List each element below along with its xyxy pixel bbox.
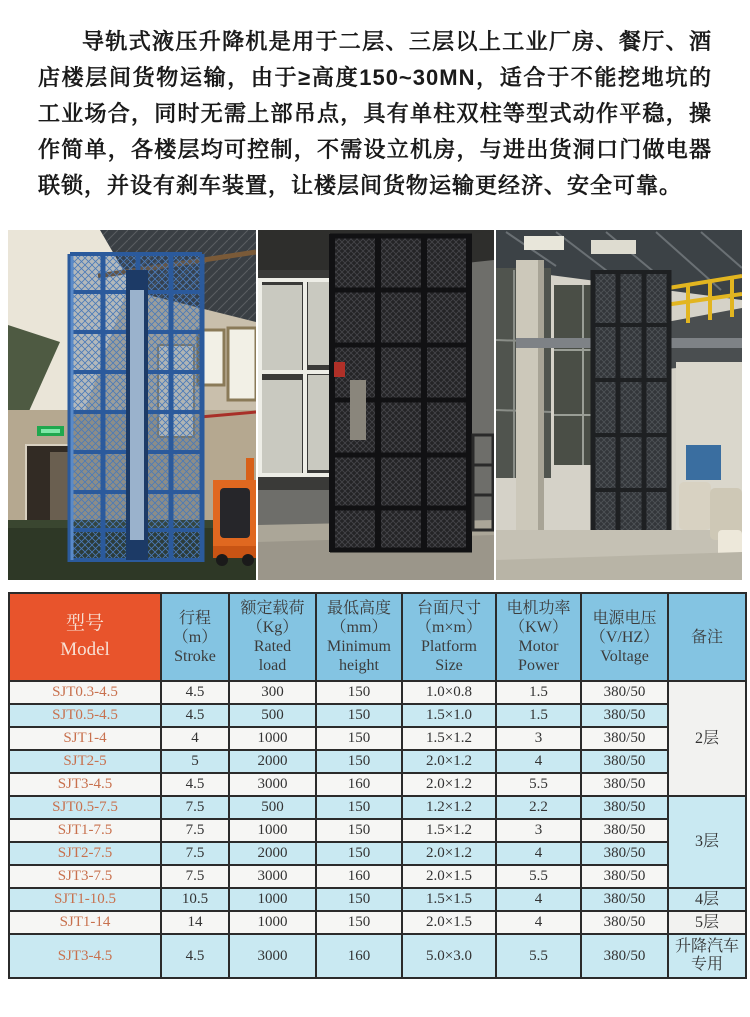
spec-cell-motor-power: 4 [496,888,581,911]
spec-cell-motor-power: 4 [496,750,581,773]
spec-cell-platform-size: 5.0×3.0 [402,934,496,978]
spec-row-SJT3-4.5 [9,934,746,978]
spec-table-header [9,593,746,681]
product-page [0,24,750,979]
spec-cell-voltage: 380/50 [581,842,668,865]
model-cell: SJT0.3-4.5 [9,681,161,704]
spec-row-SJT0.3-4.5 [9,681,746,704]
spec-cell-platform-size: 1.5×1.2 [402,727,496,750]
spec-cell-motor-power: 1.5 [496,704,581,727]
spec-cell-voltage: 380/50 [581,681,668,704]
col-header-platform-size: 台面尺寸 （m×m） Platform Size [402,593,496,681]
spec-cell-platform-size: 2.0×1.2 [402,842,496,865]
spec-cell-voltage: 380/50 [581,727,668,750]
spec-cell-stroke: 10.5 [161,888,229,911]
model-cell: SJT2-5 [9,750,161,773]
spec-cell-platform-size: 1.5×1.2 [402,819,496,842]
product-description: 导轨式液压升降机是用于二层、三层以上工业厂房、餐厅、酒店楼层间货物运输，由于≥高度150~30MN，适合于不能挖地坑的工业场合，同时无需上部吊点，具有单柱双柱等型式动作平稳，操作简单，各楼层均可控制，不需设立机房，与进出货洞口门做电器联锁，并设有刹车装置，让楼层间货物运输更经济、安全可靠。 [38,29,712,198]
spec-cell-rated-load: 1000 [229,888,316,911]
col-header-min-height: 最低高度 （mm） Minimum height [316,593,402,681]
spec-cell-rated-load: 2000 [229,842,316,865]
spec-cell-stroke: 4.5 [161,934,229,978]
model-cell: SJT0.5-7.5 [9,796,161,819]
model-cell: SJT3-4.5 [9,773,161,796]
spec-cell-rated-load: 1000 [229,727,316,750]
spec-cell-stroke: 7.5 [161,796,229,819]
product-photos [8,230,742,580]
col-header-motor-power: 电机功率 （KW） Motor Power [496,593,581,681]
spec-cell-rated-load: 3000 [229,865,316,888]
spec-cell-platform-size: 2.0×1.2 [402,773,496,796]
spec-cell-motor-power: 1.5 [496,681,581,704]
spec-row-SJT1-4 [9,727,746,750]
col-header-remark: 备注 [668,593,746,681]
spec-cell-min-height: 150 [316,911,402,934]
spec-cell-platform-size: 2.0×1.2 [402,750,496,773]
model-cell: SJT3-4.5 [9,934,161,978]
spec-cell-stroke: 5 [161,750,229,773]
spec-cell-stroke: 7.5 [161,842,229,865]
spec-cell-min-height: 150 [316,727,402,750]
spec-cell-motor-power: 5.5 [496,773,581,796]
model-cell: SJT1-7.5 [9,819,161,842]
spec-row-SJT2-5 [9,750,746,773]
spec-cell-rated-load: 3000 [229,934,316,978]
model-cell: SJT3-7.5 [9,865,161,888]
spec-row-SJT2-7.5 [9,842,746,865]
photo-black-guide-rail-lift-factory-mezzanine [496,230,742,580]
spec-cell-motor-power: 2.2 [496,796,581,819]
spec-cell-min-height: 160 [316,865,402,888]
col-header-voltage: 电源电压 （V/HZ） Voltage [581,593,668,681]
remark-cell: 3层 [668,796,746,888]
spec-cell-voltage: 380/50 [581,819,668,842]
spec-cell-stroke: 4.5 [161,773,229,796]
model-cell: SJT1-14 [9,911,161,934]
spec-cell-min-height: 150 [316,681,402,704]
spec-cell-motor-power: 4 [496,842,581,865]
spec-cell-platform-size: 1.2×1.2 [402,796,496,819]
spec-cell-platform-size: 1.0×0.8 [402,681,496,704]
spec-cell-min-height: 160 [316,934,402,978]
model-cell: SJT1-4 [9,727,161,750]
spec-cell-motor-power: 5.5 [496,865,581,888]
spec-row-SJT1-10.5 [9,888,746,911]
spec-cell-rated-load: 1000 [229,911,316,934]
model-cell: SJT2-7.5 [9,842,161,865]
spec-cell-voltage: 380/50 [581,888,668,911]
spec-cell-voltage: 380/50 [581,750,668,773]
photo-black-guide-rail-lift-closeup [258,230,494,580]
spec-cell-min-height: 150 [316,750,402,773]
remark-cell: 5层 [668,911,746,934]
spec-cell-min-height: 150 [316,819,402,842]
col-header-model: 型号 Model [9,593,161,681]
spec-cell-rated-load: 3000 [229,773,316,796]
spec-row-SJT0.5-7.5 [9,796,746,819]
spec-cell-rated-load: 1000 [229,819,316,842]
spec-cell-rated-load: 500 [229,704,316,727]
spec-cell-platform-size: 2.0×1.5 [402,865,496,888]
spec-table-section [8,592,742,979]
spec-cell-stroke: 14 [161,911,229,934]
spec-cell-voltage: 380/50 [581,911,668,934]
spec-row-SJT3-4.5 [9,773,746,796]
spec-table-body [9,681,746,978]
remark-cell: 升降汽车专用 [668,934,746,978]
spec-cell-motor-power: 3 [496,819,581,842]
spec-cell-voltage: 380/50 [581,865,668,888]
spec-row-SJT1-7.5 [9,819,746,842]
spec-cell-voltage: 380/50 [581,773,668,796]
spec-cell-voltage: 380/50 [581,796,668,819]
spec-table [8,592,747,979]
spec-cell-min-height: 160 [316,773,402,796]
photo-blue-guide-rail-lift-workshop [8,230,256,580]
spec-cell-voltage: 380/50 [581,704,668,727]
spec-cell-min-height: 150 [316,842,402,865]
spec-row-SJT1-14 [9,911,746,934]
spec-row-SJT0.5-4.5 [9,704,746,727]
spec-cell-motor-power: 4 [496,911,581,934]
spec-cell-platform-size: 1.5×1.0 [402,704,496,727]
spec-cell-rated-load: 300 [229,681,316,704]
col-header-stroke: 行程 （m） Stroke [161,593,229,681]
col-header-rated-load: 额定载荷 （Kg） Rated load [229,593,316,681]
spec-cell-stroke: 4 [161,727,229,750]
spec-cell-stroke: 4.5 [161,681,229,704]
spec-cell-stroke: 7.5 [161,819,229,842]
spec-cell-motor-power: 5.5 [496,934,581,978]
spec-cell-platform-size: 1.5×1.5 [402,888,496,911]
spec-cell-rated-load: 500 [229,796,316,819]
model-cell: SJT1-10.5 [9,888,161,911]
model-cell: SJT0.5-4.5 [9,704,161,727]
spec-cell-min-height: 150 [316,888,402,911]
spec-cell-stroke: 7.5 [161,865,229,888]
spec-cell-min-height: 150 [316,796,402,819]
remark-cell: 4层 [668,888,746,911]
spec-cell-voltage: 380/50 [581,934,668,978]
remark-cell: 2层 [668,681,746,796]
spec-row-SJT3-7.5 [9,865,746,888]
spec-cell-motor-power: 3 [496,727,581,750]
spec-cell-stroke: 4.5 [161,704,229,727]
spec-cell-min-height: 150 [316,704,402,727]
spec-cell-platform-size: 2.0×1.5 [402,911,496,934]
spec-cell-rated-load: 2000 [229,750,316,773]
